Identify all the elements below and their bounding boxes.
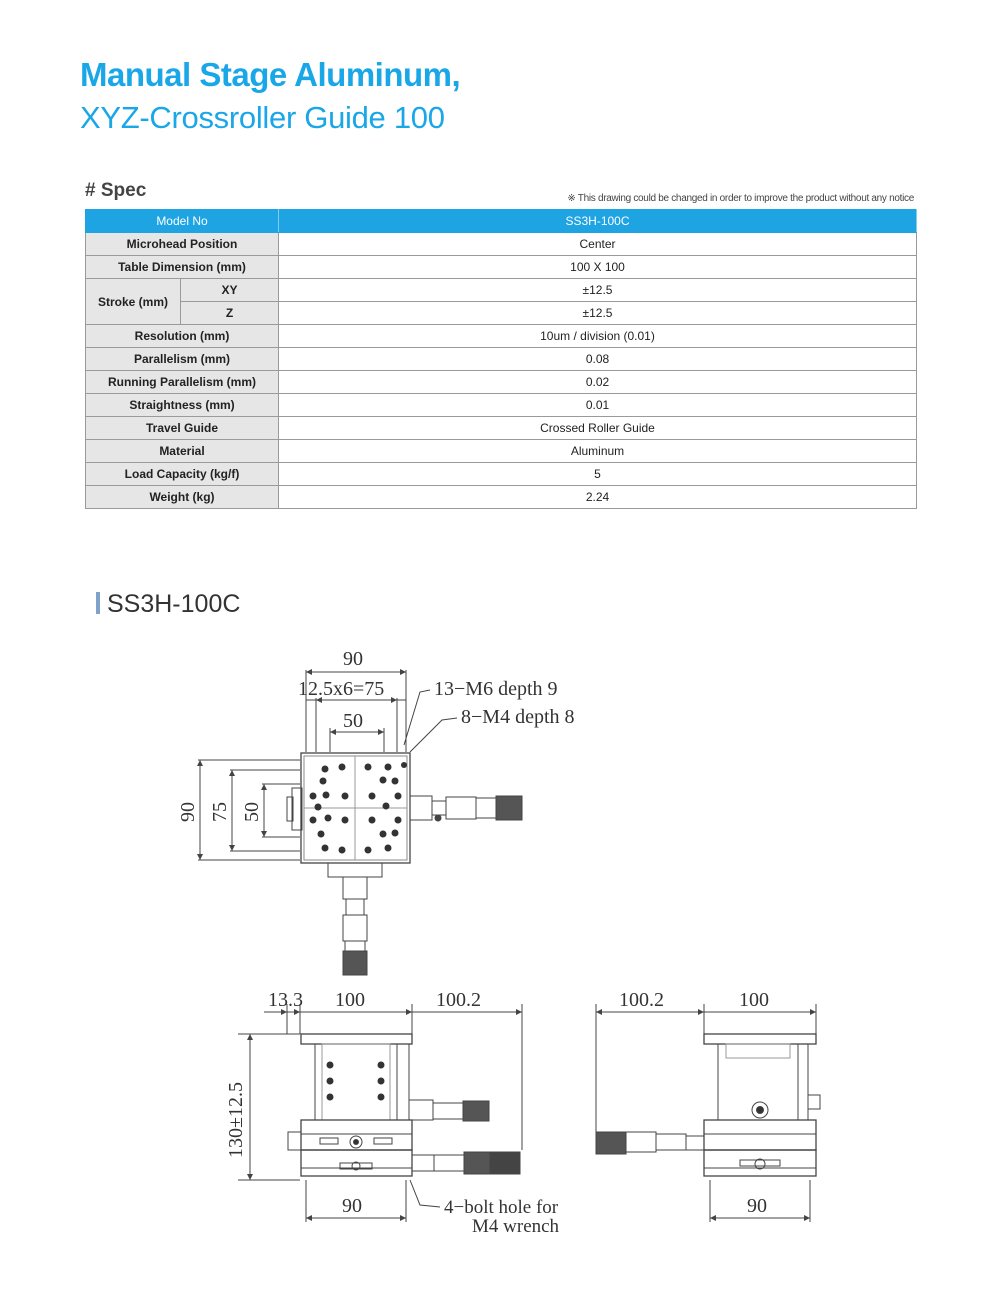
table-row [86, 440, 917, 463]
row-value: ±12.5 [279, 302, 917, 325]
technical-drawing [0, 640, 1000, 1280]
spec-table [85, 209, 917, 509]
table-row [86, 394, 917, 417]
row-label: Running Parallelism (mm) [86, 371, 279, 394]
dim-13-3: 13.3 [268, 989, 303, 1011]
dim-90-front: 90 [342, 1195, 362, 1217]
row-label: Load Capacity (kg/f) [86, 463, 279, 486]
header-value: SS3H-100C [279, 210, 917, 233]
title-line-1: Manual Stage Aluminum, [80, 56, 461, 93]
row-value: 0.08 [279, 348, 917, 371]
row-value: ±12.5 [279, 279, 917, 302]
table-row [86, 417, 917, 440]
drawing-model-label: SS3H-100C [107, 590, 241, 618]
row-label: Parallelism (mm) [86, 348, 279, 371]
row-value: 0.02 [279, 371, 917, 394]
dim-90-side: 90 [747, 1195, 767, 1217]
dim-100-side: 100 [739, 989, 769, 1011]
row-value: Center [279, 233, 917, 256]
row-value: 0.01 [279, 394, 917, 417]
notice-text: ※ This drawing could be changed in order to improve the product without any notice [567, 193, 914, 204]
row-label: Resolution (mm) [86, 325, 279, 348]
table-row [86, 279, 917, 302]
dim-75-left: 75 [209, 802, 231, 822]
row-sub-label: XY [181, 279, 279, 302]
note-bolt-2: M4 wrench [472, 1216, 560, 1237]
table-row [86, 233, 917, 256]
dim-100-2-front: 100.2 [436, 989, 481, 1011]
dim-50-top: 50 [343, 710, 363, 732]
header-label: Model No [86, 210, 279, 233]
row-value: Aluminum [279, 440, 917, 463]
row-label: Material [86, 440, 279, 463]
note-m4: 8−M4 depth 8 [461, 706, 575, 728]
accent-bar [96, 592, 100, 614]
dim-50-left: 50 [241, 802, 263, 822]
row-label: Stroke (mm) [86, 279, 181, 325]
row-value: 2.24 [279, 486, 917, 509]
dim-100-2-side: 100.2 [619, 989, 664, 1011]
dim-90-left: 90 [177, 802, 199, 822]
table-row [86, 256, 917, 279]
table-header-row [86, 210, 917, 233]
side-view [596, 1004, 820, 1222]
drawing-model-heading [96, 590, 240, 619]
note-bolt-1: 4−bolt hole for [444, 1197, 559, 1218]
dim-12-5x6: 12.5x6=75 [298, 678, 385, 700]
title-line-2: XYZ-Crossroller Guide 100 [80, 100, 445, 135]
table-row [86, 348, 917, 371]
table-row [86, 463, 917, 486]
row-value: 10um / division (0.01) [279, 325, 917, 348]
row-value: 5 [279, 463, 917, 486]
front-view [238, 1004, 522, 1222]
row-label: Straightness (mm) [86, 394, 279, 417]
row-label: Travel Guide [86, 417, 279, 440]
table-row [86, 486, 917, 509]
dim-130: 130±12.5 [225, 1082, 247, 1158]
table-row [86, 302, 917, 325]
table-row [86, 371, 917, 394]
row-label: Microhead Position [86, 233, 279, 256]
table-row [86, 325, 917, 348]
row-label: Weight (kg) [86, 486, 279, 509]
dim-100-front: 100 [335, 989, 365, 1011]
dim-90-top: 90 [343, 648, 363, 670]
row-label: Table Dimension (mm) [86, 256, 279, 279]
row-value: Crossed Roller Guide [279, 417, 917, 440]
row-value: 100 X 100 [279, 256, 917, 279]
note-m6: 13−M6 depth 9 [434, 678, 558, 700]
spec-heading: # Spec [85, 180, 147, 201]
row-sub-label: Z [181, 302, 279, 325]
